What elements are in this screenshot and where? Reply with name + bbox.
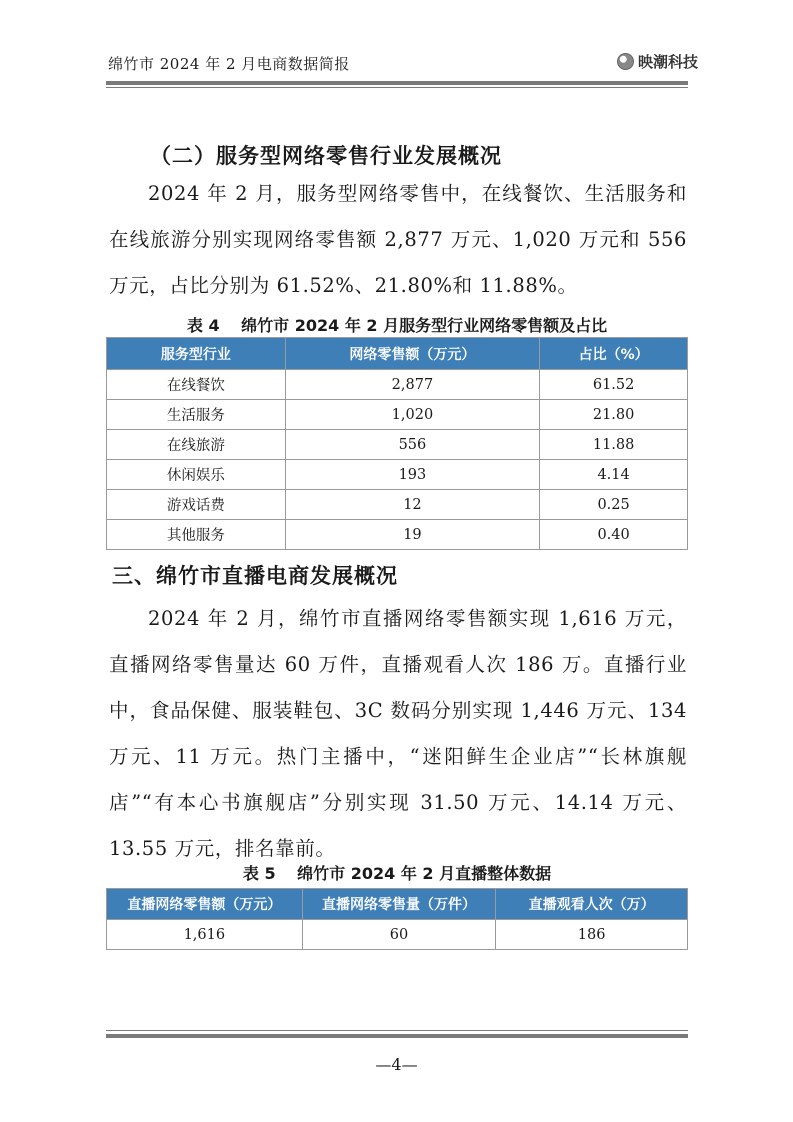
section-2-paragraph: 2024 年 2 月，服务型网络零售中，在线餐饮、生活服务和在线旅游分别实现网络零售额 2,877 万元、1,020 万元和 556 万元，占比分别为 61.52%、21.80%和 11.88%。 — [109, 182, 687, 297]
section-3-heading: 三、绵竹市直播电商发展概况 — [112, 564, 398, 588]
table-row — [107, 490, 688, 520]
table-header-row — [107, 338, 688, 370]
brand-name: 映潮科技 — [637, 53, 698, 71]
table-cell: 1,616 — [107, 920, 303, 950]
table-cell: 0.25 — [540, 490, 688, 520]
table-cell: 186 — [496, 920, 688, 950]
table-cell: 12 — [285, 490, 540, 520]
table-cell: 游戏话费 — [107, 490, 286, 520]
table-4 — [106, 337, 688, 550]
column-header: 直播网络零售量（万件） — [302, 889, 496, 920]
table-cell: 2,877 — [285, 370, 540, 400]
table-cell: 11.88 — [540, 430, 688, 460]
table-cell: 休闲娱乐 — [107, 460, 286, 490]
column-header: 服务型行业 — [107, 338, 286, 370]
footer-rule-thick — [106, 1034, 688, 1038]
section-2-heading: （二）服务型网络零售行业发展概况 — [150, 144, 502, 168]
table-cell: 21.80 — [540, 400, 688, 430]
table-5-caption: 表 5 绵竹市 2024 年 2 月直播整体数据 — [242, 864, 552, 883]
table-row — [107, 370, 688, 400]
column-header: 网络零售额（万元） — [285, 338, 540, 370]
table-cell: 193 — [285, 460, 540, 490]
page-number: —4— — [375, 1055, 418, 1074]
header-rule-thin — [106, 87, 688, 88]
brand-logo-icon — [617, 53, 634, 70]
table-row — [107, 460, 688, 490]
section-3-paragraph: 2024 年 2 月，绵竹市直播网络零售额实现 1,616 万元，直播网络零售量达 60 万件，直播观看人次 186 万。直播行业中，食品保健、服装鞋包、3C 数码分别实现 1,446 万元、134 万元、11 万元。热门主播中，“迷阳鲜生企业店”“长林旗舰店”“有本心书旗舰店”分别实现 31.50 万元、14.14 万元、13.55 万元，排名靠前。 — [109, 607, 687, 860]
table-row — [107, 430, 688, 460]
table-row — [107, 520, 688, 550]
brand — [617, 51, 698, 72]
column-header: 直播观看人次（万） — [496, 889, 688, 920]
table-cell: 1,020 — [285, 400, 540, 430]
column-header: 占比（%） — [540, 338, 688, 370]
table-header-row — [107, 889, 688, 920]
table-cell: 生活服务 — [107, 400, 286, 430]
table-cell: 556 — [285, 430, 540, 460]
header-title: 绵竹市 2024 年 2 月电商数据简报 — [108, 55, 350, 73]
table-cell: 在线餐饮 — [107, 370, 286, 400]
table-cell: 61.52 — [540, 370, 688, 400]
footer-rule-thin — [106, 1030, 688, 1031]
table-5 — [106, 888, 688, 950]
table-cell: 其他服务 — [107, 520, 286, 550]
table-row — [107, 400, 688, 430]
table-cell: 60 — [302, 920, 496, 950]
table-4-caption: 表 4 绵竹市 2024 年 2 月服务型行业网络零售额及占比 — [186, 316, 608, 335]
table-row — [107, 920, 688, 950]
column-header: 直播网络零售额（万元） — [107, 889, 303, 920]
table-cell: 0.40 — [540, 520, 688, 550]
header-rule-thick — [106, 81, 688, 85]
table-cell: 19 — [285, 520, 540, 550]
table-cell: 4.14 — [540, 460, 688, 490]
table-cell: 在线旅游 — [107, 430, 286, 460]
